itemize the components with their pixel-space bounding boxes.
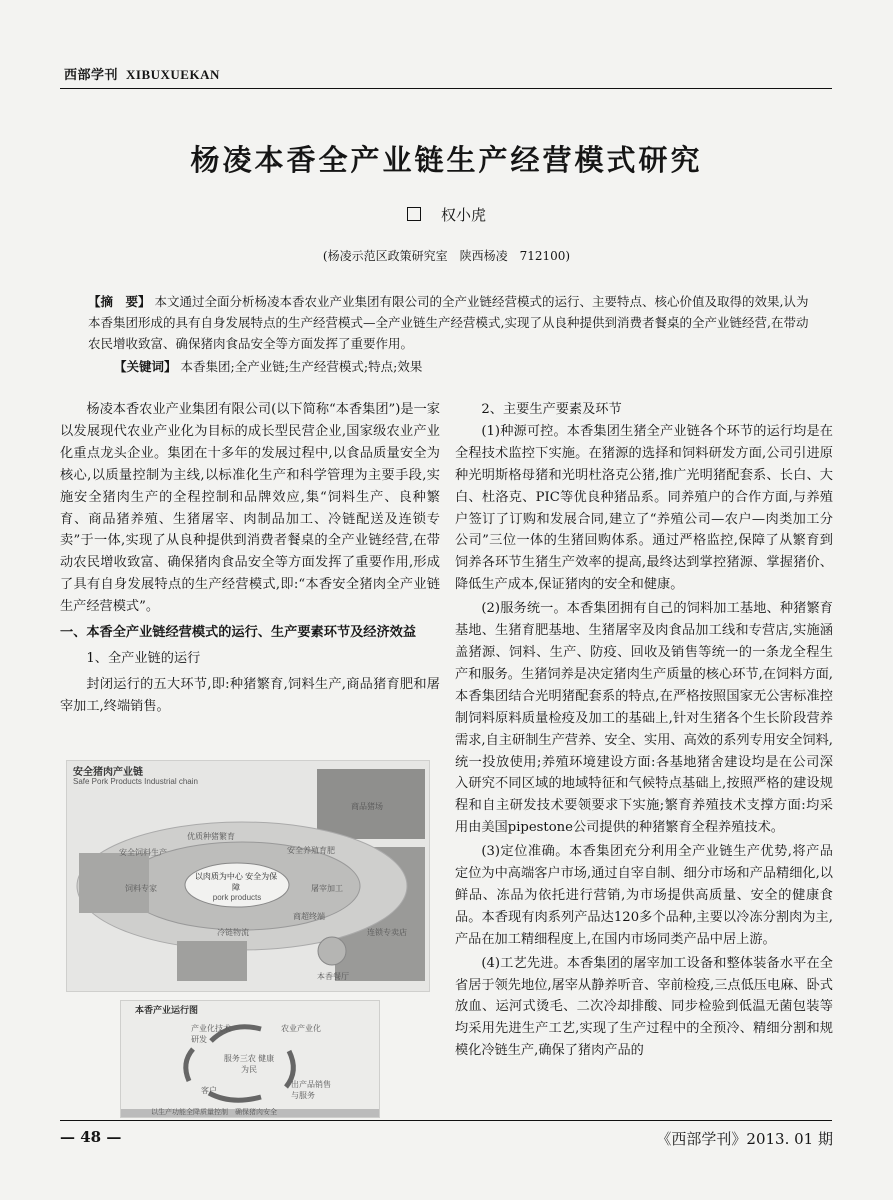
photo-logistics (177, 941, 247, 981)
journal-name-en: XIBUXUEKAN (126, 67, 220, 82)
figure1-label-store: 连锁专卖店 (367, 928, 407, 937)
running-header (64, 64, 220, 83)
figure1-label-farm: 商品猪场 (351, 802, 383, 811)
figure1-center-en: pork products (212, 893, 262, 902)
figure2-node-customer: 客户 (201, 1086, 217, 1095)
figure1-label-restaurant: 本香餐厅 (317, 972, 349, 981)
para-unified-service: (2)服务统一。本香集团拥有自己的饲料加工基地、种猪繁育基地、生猪育肥基地、生猪屠宰及肉食品加工线和专营店,实施涵盖猪源、饲料、生产、防疫、回收及销售等统一的一条龙全程生产和服务。生猪饲养是决定猪肉生产质量的核心环节,在饲料方面,本香集团结合光明猪配套系的特点,在严格按照国家无公害标准控制饲料原料质量检疫及加工的基础上,针对生猪各个生长阶段营养需求,自主研制生产营养、安全、实用、高效的系列专用安全饲料,统一投放使用;养殖环境建设方面:各基地猪舍建设均是在公司深入研究不同区域的地域特征和气候特点基础上,按照严格的建设规程和自主研发技术要领要求下实施;繁育养殖技术支撑方面:均采用由美国pipestone公司提供的种猪繁育全程养殖技术。 (455, 601, 833, 836)
figure2-center: 服务三农 健康为民 (223, 1054, 275, 1074)
abstract (88, 291, 812, 354)
figure1-label-fattening: 安全养殖育肥 (287, 846, 335, 855)
keywords (114, 357, 814, 375)
author-line (0, 204, 893, 225)
figure2-title: 本香产业运行图 (135, 1005, 199, 1015)
figure1-label-retail: 商超终端 (293, 912, 325, 921)
left-column (60, 399, 440, 718)
article-title: 杨凌本香全产业链生产经营模式研究 (190, 143, 703, 177)
figure1-label-feed: 安全饲料生产 (119, 848, 167, 857)
para-source-control: (1)种源可控。本香集团生猪全产业链各个环节的运行均是在全程技术监控下实施。在猪源的选择和饲料研发方面,公司引进原种光明斯格母猪和光明杜洛克公猪,推广光明猪配套系、长白、大白、杜洛克、PIC等优良种猪品系。同养殖户的合作方面,与养殖户签订了订购和发展合同,建立了“养殖公司—农户—肉类加工分公司”三位一体的生猪回购体系。通过严格监控,保障了从繁育到饲养各环节生猪生产效率的提高,最终达到掌控猪源、掌握猪价、降低生产成本,保证猪肉的安全和健康。 (455, 423, 833, 593)
photo-restaurant (318, 937, 346, 965)
affiliation: (杨凌示范区政策研究室 陕西杨凌 712100) (322, 249, 571, 263)
figure1-center-label: 以肉质为中心 安全为保障 (194, 872, 278, 892)
author-name: 权小虎 (440, 206, 486, 224)
page-number: — 48 — (60, 1128, 122, 1146)
figure2-node-industry: 农业产业化 (281, 1024, 321, 1033)
keywords-label: 【关键词】 (114, 359, 177, 374)
figure1-title: 安全猪肉产业链 (73, 767, 143, 778)
subsection-heading-2: 2、主要生产要素及环节 (481, 402, 622, 417)
cycle-arrow-4 (186, 1049, 193, 1081)
figure1-label-slaughter: 屠宰加工 (311, 884, 343, 893)
figure2-footer: 以生产功能全降质量控制 确保猪肉安全 (151, 1109, 277, 1116)
figure1-label-coldchain: 冷链物流 (217, 928, 249, 937)
figure1-subtitle: Safe Pork Products Industrial chain (73, 777, 198, 786)
figure-industry-cycle (120, 1000, 380, 1118)
figure1-label-breeding: 优质种猪繁育 (187, 832, 235, 841)
right-column (455, 399, 833, 1062)
section-heading-1: 一、本香全产业链经营模式的运行、生产要素环节及经济效益 (60, 625, 417, 641)
figure2-node-sales: 出产品销售与服务 (291, 1080, 331, 1100)
abstract-label: 【摘 要】 (88, 294, 151, 309)
keywords-text: 本香集团;全产业链;生产经营模式;特点;效果 (180, 359, 423, 374)
para-positioning: (3)定位准确。本香集团充分利用全产业链生产优势,将产品定位为中高端客户市场,通过自宰自制、细分市场和产品精细化,以鲜品、冻品为依托进行营销,为市场提供高质量、安全的健康食品。本香现有肉系列产品达120多个品种,主要以冷冻分割肉为主,产品在加工精细程度上,在国内市场同类产品中居上游。 (455, 844, 833, 947)
figure-safe-pork-chain (66, 760, 430, 992)
chain-paragraph: 封闭运行的五大环节,即:种猪繁育,饲料生产,商品猪育肥和屠宰加工,终端销售。 (60, 676, 440, 714)
header-rule (60, 88, 832, 89)
footer-rule (60, 1120, 832, 1121)
abstract-text: 本文通过全面分析杨凌本香农业产业集团有限公司的全产业链经营模式的运行、主要特点、核心价值及取得的效果,认为本香集团形成的具有自身发展特点的生产经营模式—全产业链生产经营模式,实现了从良种提供到消费者餐桌的全产业链经营,在带动农民增收致富、确保猪肉食品安全等方面发挥了重要作用。 (88, 294, 809, 351)
box-icon (407, 207, 421, 221)
figure2-node-research: 产业化技术研发 (191, 1024, 231, 1044)
footer-journal-issue: 《西部学刊》2013. 01 期 (656, 1130, 833, 1148)
journal-name-cn: 西部学刊 (64, 68, 119, 83)
subsection-heading-1: 1、全产业链的运行 (86, 650, 201, 666)
figure1-label-feed-expert: 饲料专家 (125, 884, 157, 893)
intro-paragraph: 杨凌本香农业产业集团有限公司(以下简称“本香集团”)是一家以发展现代农业产业化为目标的成长型民营企业,国家级农业产业化重点龙头企业。集团在十多年的发展过程中,以食品质量安全为核心,以质量控制为主线,以标准化生产和科学管理为主要手段,实施安全猪肉生产的全程控制和品牌效应,集“饲料生产、良种繁育、商品猪养殖、生猪屠宰、肉制品加工、冷链配送及连锁专卖”于一体,实现了从良种提供到消费者餐桌的全产业链经营,在带动农民增收致富、确保猪肉食品安全等方面发挥了重要作用,形成了具有自身发展特点的生产经营模式,即:“本香安全猪肉全产业链生产经营模式”。 (60, 402, 440, 615)
para-technology: (4)工艺先进。本香集团的屠宰加工设备和整体装备水平在全省居于领先地位,屠宰从静养听音、宰前检疫,三点低压电麻、卧式放血、运河式烫毛、二次冷却排酸、同步检验到低温无菌包装等均采用先进生产工艺,实现了生产过程中的全预冷、精细分割和规模化冷链生产,确保了猪肉产品的 (455, 955, 833, 1059)
